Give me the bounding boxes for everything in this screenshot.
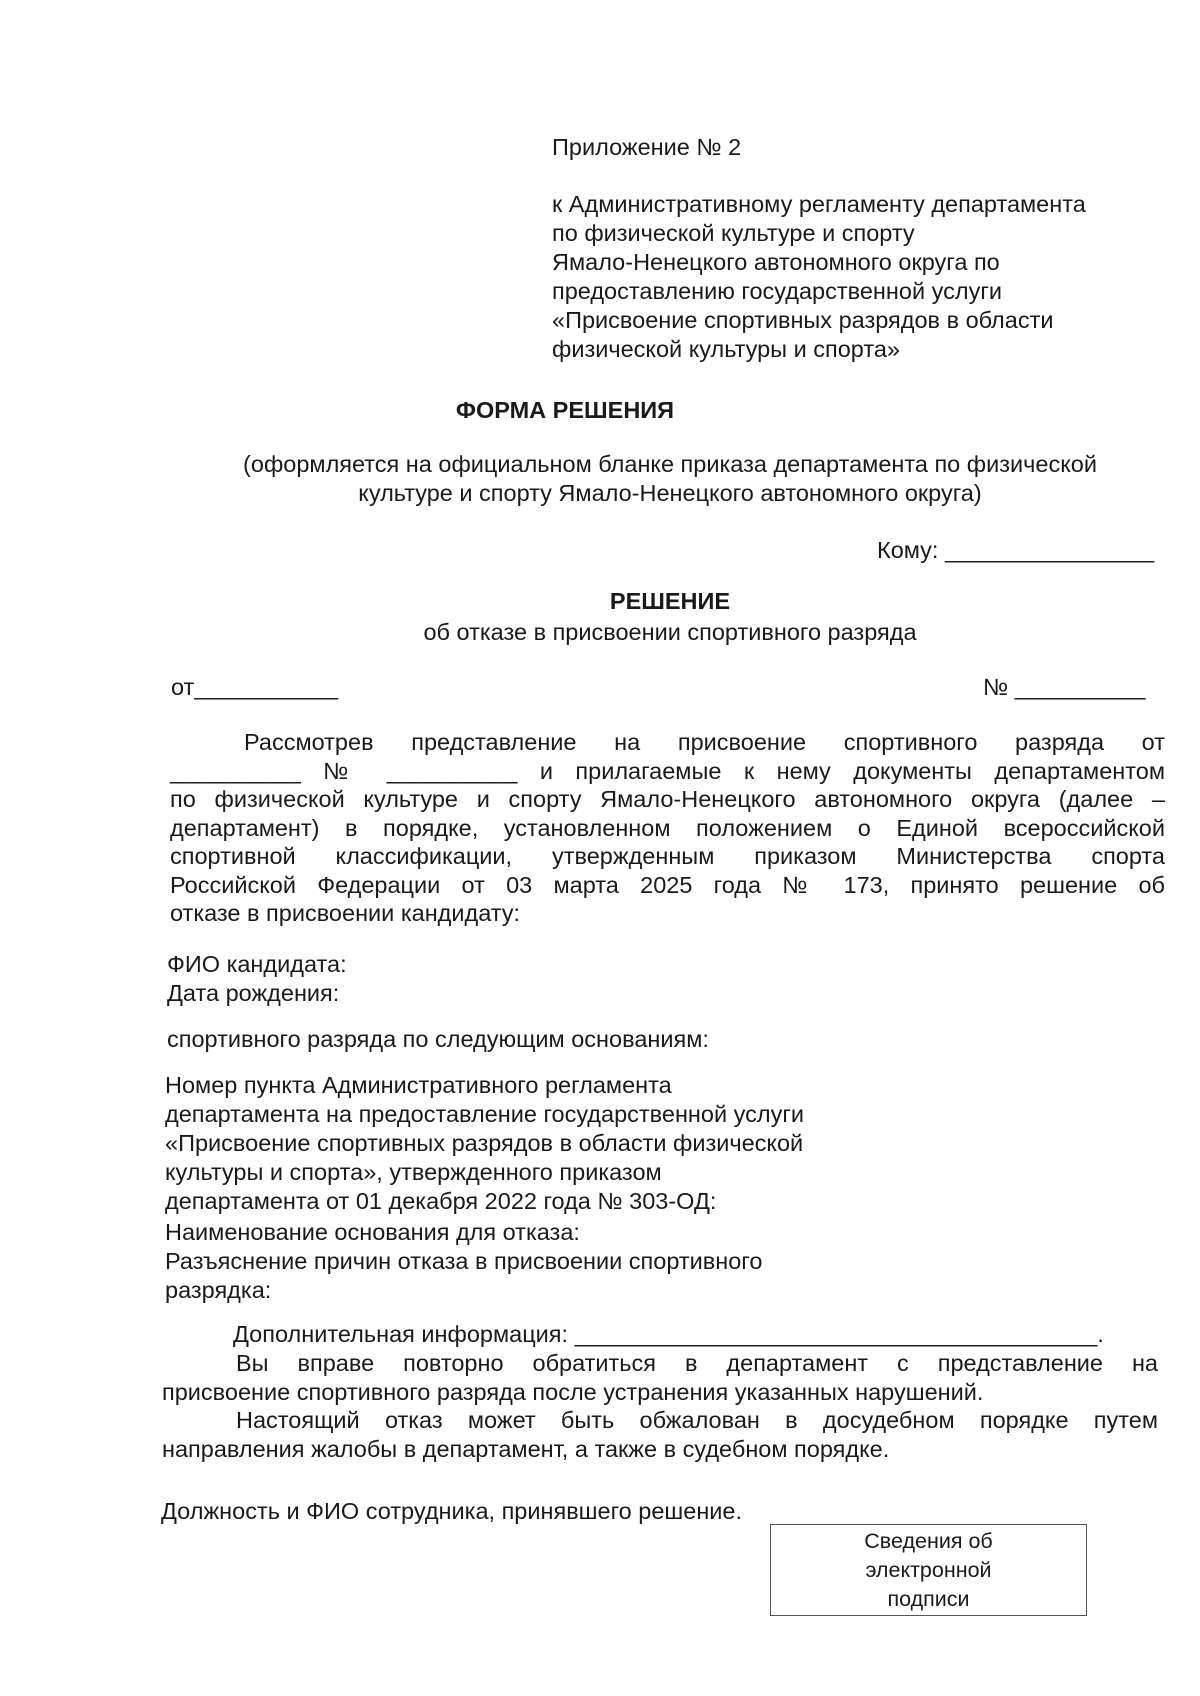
closing-line: направления жалобы в департамент, а также в судебном порядке.: [162, 1435, 890, 1462]
appendix-line: Ямало-Ненецкого автономного округа по: [552, 249, 1000, 275]
appendix-line: по физической культуре и спорту: [552, 220, 915, 246]
body-line: отказе в присвоении кандидату:: [170, 900, 521, 926]
appendix-line: предоставлению государственной услуги: [552, 278, 1003, 304]
decision-subtitle: об отказе в присвоении спортивного разряда: [423, 619, 917, 645]
candidate-block: [167, 950, 347, 1008]
appendix-line: к Административному регламенту департамента: [552, 191, 1086, 217]
official-signatory: Должность и ФИО сотрудника, принявшего решение.: [161, 1498, 743, 1524]
decision-title: РЕШЕНИЕ: [609, 588, 731, 614]
basis-line: Наименование основания для отказа:: [165, 1219, 580, 1245]
signature-box-line: подписи: [887, 1586, 970, 1611]
signature-box-line: Сведения об: [864, 1528, 993, 1553]
electronic-signature-box: [770, 1524, 1087, 1616]
basis-line: Разъяснение причин отказа в присвоении спортивного: [165, 1248, 763, 1274]
decision-number-field: № __________: [983, 674, 1146, 700]
decision-body-paragraph: [170, 728, 1165, 928]
candidate-name-label: ФИО кандидата:: [167, 951, 347, 977]
regulation-line: «Присвоение спортивных разрядов в области физической: [165, 1130, 804, 1156]
appendix-line: «Присвоение спортивных разрядов в области: [552, 307, 1054, 333]
closing-line: Настоящий отказ может быть обжалован в досудебном порядке путем: [236, 1407, 1158, 1433]
body-line: по физической культуре и спорту Ямало-Ненецкого автономного округа (далее –: [170, 786, 1165, 812]
grounds-intro: спортивного разряда по следующим основаниям:: [167, 1026, 709, 1052]
closing-line: присвоение спортивного разряда после устранения указанных нарушений.: [162, 1378, 984, 1405]
body-line: Рассмотрев представление на присвоение спортивного разряда от: [244, 729, 1165, 755]
appendix-line: физической культуры и спорта»: [552, 336, 900, 362]
candidate-birth-label: Дата рождения:: [167, 980, 340, 1006]
recipient-field: Кому: ________________: [877, 537, 1155, 563]
closing-paragraphs: [162, 1349, 1158, 1463]
form-note-line: (оформляется на официальном бланке приказа департамента по физической: [243, 451, 1097, 477]
additional-info-field: Дополнительная информация: ________________________________________.: [233, 1321, 1104, 1347]
body-line: __________ № __________ и прилагаемые к нему документы департаментом: [170, 757, 1165, 784]
basis-line: разрядка:: [165, 1277, 272, 1303]
signature-box-line: электронной: [865, 1557, 992, 1582]
regulation-line: департамента от 01 декабря 2022 года № 303-ОД:: [165, 1188, 717, 1214]
body-line: департамент) в порядке, установленном положением о Единой всероссийской: [170, 814, 1165, 841]
regulation-line: культуры и спорта», утвержденного приказом: [165, 1159, 662, 1185]
body-line: Российской Федерации от 03 марта 2025 года № 173, принято решение об: [170, 871, 1165, 898]
refusal-basis-block: [165, 1218, 762, 1305]
body-line: спортивной классификации, утвержденным приказом Министерства спорта: [170, 843, 1165, 869]
regulation-point-block: [165, 1071, 804, 1216]
regulation-line: Номер пункта Административного регламента: [165, 1072, 672, 1098]
appendix-title: Приложение № 2: [552, 134, 742, 160]
closing-line: Вы вправе повторно обратиться в департамент с представление на: [236, 1350, 1158, 1376]
appendix-reference: [552, 190, 1086, 364]
form-note: [0, 450, 1200, 508]
form-title: ФОРМА РЕШЕНИЯ: [455, 397, 675, 423]
decision-date-field: от___________: [171, 674, 339, 700]
form-note-line: культуре и спорту Ямало-Ненецкого автономного округа): [358, 480, 982, 506]
regulation-line: департамента на предоставление государственной услуги: [165, 1101, 805, 1127]
